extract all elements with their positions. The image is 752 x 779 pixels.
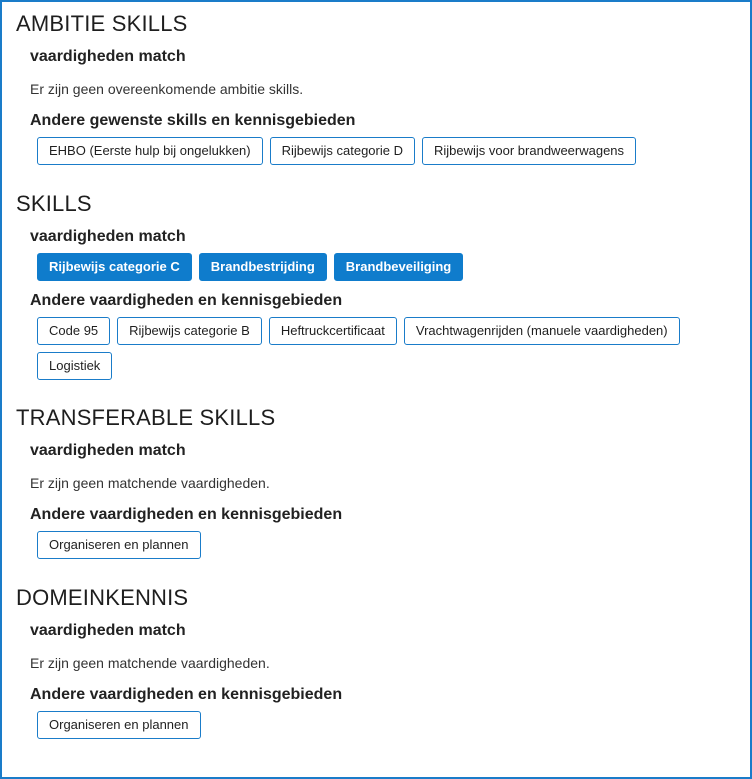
skill-tag[interactable]: Heftruckcertificaat bbox=[269, 317, 397, 345]
other-tags bbox=[37, 317, 687, 380]
skill-tag[interactable]: Code 95 bbox=[37, 317, 110, 345]
other-heading: Andere vaardigheden en kennisgebieden bbox=[30, 686, 343, 703]
match-heading: vaardigheden match bbox=[30, 622, 186, 639]
match-heading: vaardigheden match bbox=[30, 48, 186, 65]
other-tags bbox=[37, 137, 687, 165]
section-domeinkennis bbox=[16, 585, 740, 739]
section-transferable-skills bbox=[16, 405, 740, 559]
other-heading: Andere vaardigheden en kennisgebieden bbox=[30, 506, 343, 523]
matched-skill-tag[interactable]: Brandbeveiliging bbox=[334, 253, 463, 281]
section-skills bbox=[16, 191, 740, 380]
skill-tag[interactable]: Rijbewijs voor brandweerwagens bbox=[422, 137, 636, 165]
section-title: DOMEINKENNIS bbox=[16, 585, 189, 610]
section-ambitie-skills bbox=[16, 11, 740, 165]
matched-skill-tag[interactable]: Brandbestrijding bbox=[199, 253, 327, 281]
skill-tag[interactable]: Rijbewijs categorie D bbox=[270, 137, 415, 165]
no-match-note: Er zijn geen overeenkomende ambitie skills. bbox=[30, 81, 304, 97]
match-heading: vaardigheden match bbox=[30, 442, 186, 459]
no-match-note: Er zijn geen matchende vaardigheden. bbox=[30, 475, 270, 491]
other-tags bbox=[37, 711, 687, 739]
match-heading: vaardigheden match bbox=[30, 228, 186, 245]
matched-skill-tag[interactable]: Rijbewijs categorie C bbox=[37, 253, 192, 281]
no-match-note: Er zijn geen matchende vaardigheden. bbox=[30, 655, 270, 671]
section-title: AMBITIE SKILLS bbox=[16, 11, 188, 36]
other-heading: Andere vaardigheden en kennisgebieden bbox=[30, 292, 343, 309]
other-heading: Andere gewenste skills en kennisgebieden bbox=[30, 112, 356, 129]
skill-tag[interactable]: Organiseren en plannen bbox=[37, 711, 201, 739]
match-tags bbox=[37, 253, 687, 281]
skill-tag[interactable]: Rijbewijs categorie B bbox=[117, 317, 262, 345]
skill-tag[interactable]: EHBO (Eerste hulp bij ongelukken) bbox=[37, 137, 263, 165]
section-title: SKILLS bbox=[16, 191, 92, 216]
skill-tag[interactable]: Logistiek bbox=[37, 352, 112, 380]
other-tags bbox=[37, 531, 687, 559]
skill-tag[interactable]: Vrachtwagenrijden (manuele vaardigheden) bbox=[404, 317, 680, 345]
skill-tag[interactable]: Organiseren en plannen bbox=[37, 531, 201, 559]
section-title: TRANSFERABLE SKILLS bbox=[16, 405, 276, 430]
